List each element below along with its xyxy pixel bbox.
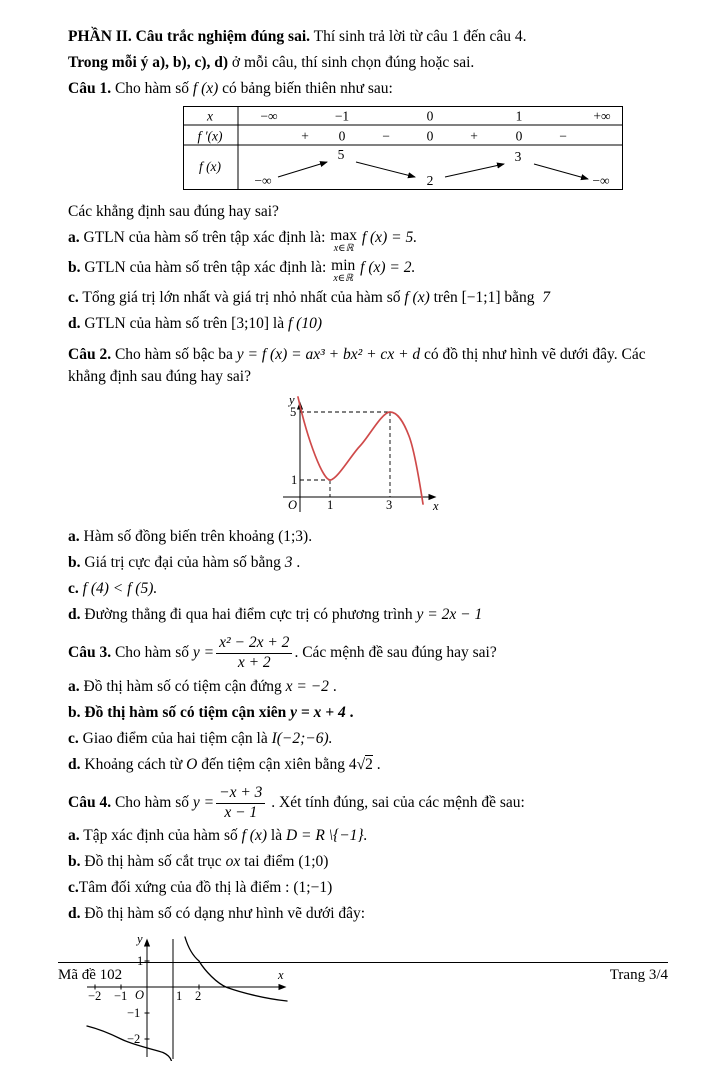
part-heading-rest: Thí sinh trả lời từ câu 1 đến câu 4. (310, 28, 527, 45)
y-tick-neg2: −2 (127, 1032, 141, 1047)
statement-label: d. (68, 905, 81, 923)
hyperbola-graph-wrap (81, 931, 667, 1068)
fprime-sign: 0 (515, 128, 523, 144)
fprime-sign: 0 (338, 128, 346, 144)
f-limit-left: −∞ (254, 173, 272, 188)
statement-label: d. (68, 315, 81, 333)
statement-label: a. (68, 677, 80, 695)
variation-table-wrap (183, 106, 667, 197)
table-borders (184, 107, 623, 190)
part-heading (68, 26, 667, 48)
instruction-line (68, 52, 667, 74)
y-axis-label: y (137, 932, 143, 947)
q1-statement-d: d. GTLN của hàm số trên [3;10] là f (10) (68, 315, 322, 333)
statement-label: b. (68, 703, 81, 721)
statement-label: a. (68, 827, 80, 845)
x-value: 0 (426, 108, 434, 124)
x-tick-2: 2 (195, 989, 202, 1004)
part-heading-bold: PHẦN II. Câu trắc nghiệm đúng sai. (68, 28, 310, 45)
x-tick-neg2: −2 (88, 989, 102, 1004)
statement-label: d. (68, 755, 81, 773)
y-tick-1: 1 (137, 954, 144, 969)
f-limit-right: −∞ (592, 173, 610, 188)
x-tick-1: 1 (176, 989, 183, 1004)
q2-statement-a: a. Hàm số đồng biến trên khoảng (1;3). (68, 528, 313, 546)
instruction-rest: ở mỗi câu, thí sinh chọn đúng hoặc sai. (228, 54, 475, 71)
statement-label: c. (68, 879, 79, 897)
q1-statement-c: c. Tổng giá trị lớn nhất và giá trị nhỏ nhất của hàm số f (x) trên [−1;1] bằng 7 (68, 289, 550, 307)
exam-code: Mã đề 102 (58, 967, 123, 983)
x-axis-label: x (278, 968, 284, 983)
cubic-formula: y = f (x) = ax³ + bx² + cx + d (236, 346, 421, 364)
q4-statement-d: d. Đồ thị hàm số có dạng như hình vẽ dưới đây: (68, 905, 366, 923)
instruction-bold: Trong mỗi ý a), b), c), d) (68, 54, 229, 71)
q2-statement-d: d. Đường thẳng đi qua hai điểm cực trị có phương trình y = 2x − 1 (68, 606, 483, 624)
hyperbola-graph-figure (81, 931, 296, 1061)
q3-statement-b: b. Đồ thị hàm số có tiệm cận xiên y = x + 4 . (68, 703, 354, 721)
statement-label: b. (68, 259, 81, 277)
origin-label: O (135, 988, 145, 1003)
q2-statement-b: b. Giá trị cực đại của hàm số bằng 3 . (68, 554, 301, 572)
cubic-graph-figure (275, 392, 445, 517)
f-max-value: 5 (337, 147, 345, 162)
f-min-value: 2 (426, 173, 434, 188)
statement-label: a. (68, 229, 80, 246)
rational-fraction: $\frac{\text{x² − 2x + 2}}{x + 2}$ (216, 635, 292, 672)
statement-label: a. (68, 528, 80, 546)
statement-label: c. (68, 580, 79, 598)
x-value: 1 (515, 108, 523, 124)
x-value: −∞ (260, 108, 278, 124)
question-4-label: Câu 4. (68, 793, 112, 811)
origin-label: O (288, 498, 298, 513)
q4-statement-c: c.Tâm đối xứng của đồ thị là điểm : (1;−1) (68, 879, 333, 897)
question-1-prompt: Các khẳng định sau đúng hay sai? (68, 203, 279, 220)
rational-fraction: $\frac{-x + 3}{x - 1}$ (216, 785, 265, 822)
q3-statement-a: a. Đồ thị hàm số có tiệm cận đứng x = −2 . (68, 677, 337, 695)
q4-statement-b: b. Đồ thị hàm số cắt trục ox tai điểm (1;0) (68, 853, 329, 871)
variation-table-figure (183, 106, 623, 190)
fprime-sign: − (559, 128, 567, 144)
fprime-sign: + (470, 128, 478, 144)
max-operator: max x∈ℝ (330, 226, 357, 254)
row-fprime-header: f ′(x) (197, 128, 223, 144)
cubic-curve (298, 397, 423, 504)
question-4-intro: Câu 4. Cho hàm số y = $\frac{-x + 3}{x - 1}$ . Xét tính đúng, sai của các mệnh đề sau: (68, 783, 525, 821)
axes (283, 403, 435, 512)
question-2-intro: Câu 2. Cho hàm số bậc ba y = f (x) = ax³ + bx² + cx + d có đồ thị như hình vẽ dưới đây. Các khẳng định sau đúng hay sai? (68, 346, 646, 386)
statement-label: d. (68, 606, 81, 624)
q3-statement-c: c. Giao điểm của hai tiệm cận là I(−2;−6). (68, 729, 333, 747)
fprime-sign: + (301, 128, 309, 144)
page-footer (58, 962, 668, 984)
q3-statement-d: d. Khoảng cách từ O đến tiệm cận xiên bằng 4√2 . (68, 755, 381, 773)
x-value: −1 (334, 108, 350, 124)
statement-label: c. (68, 289, 79, 307)
fprime-sign: − (382, 128, 390, 144)
x-axis-label: x (433, 499, 439, 514)
min-operator: min x∈ℝ (331, 256, 356, 284)
cubic-graph-wrap (275, 392, 667, 524)
statement-label: b. (68, 853, 81, 871)
x-tick-3: 3 (386, 498, 393, 513)
statement-label: c. (68, 729, 79, 747)
question-1-intro: Câu 1. Cho hàm số f (x) có bảng biến thiên như sau: (68, 80, 393, 97)
y-tick-5: 5 (290, 405, 297, 420)
y-tick-1: 1 (291, 473, 298, 488)
x-tick-1: 1 (327, 498, 334, 513)
q1-statement-a: a. GTLN của hàm số trên tập xác định là: max x∈ℝ f (x) = 5. (68, 226, 418, 254)
row-x-header: x (207, 108, 213, 124)
question-3-intro: Câu 3. Cho hàm số y = $\frac{\text{x² − 2x + 2}}{x + 2}$ . Các mệnh đề sau đúng hay sai? (68, 634, 497, 672)
question-2-label: Câu 2. (68, 346, 112, 364)
sqrt-expression: 4√2 (348, 755, 373, 773)
q4-statement-a: a. Tập xác định của hàm số f (x) là D = R \{−1}. (68, 827, 368, 845)
y-tick-neg1: −1 (127, 1006, 141, 1021)
x-value: +∞ (593, 108, 611, 124)
fx-symbol: f (x) (192, 80, 219, 97)
f-max-value-2: 3 (514, 149, 522, 164)
q1-statement-b: b. GTLN của hàm số trên tập xác định là: min x∈ℝ f (x) = 2. (68, 256, 416, 284)
statement-label: b. (68, 554, 81, 572)
question-1-label: Câu 1. (68, 80, 112, 97)
q2-statement-c: c. f (4) < f (5). (68, 580, 158, 598)
page-number: Trang 3/4 (609, 967, 668, 983)
row-f-header: f (x) (198, 159, 222, 174)
x-tick-neg1: −1 (114, 989, 128, 1004)
fprime-sign: 0 (426, 128, 434, 144)
question-3-label: Câu 3. (68, 643, 112, 661)
y-axis-label: y (289, 393, 295, 408)
